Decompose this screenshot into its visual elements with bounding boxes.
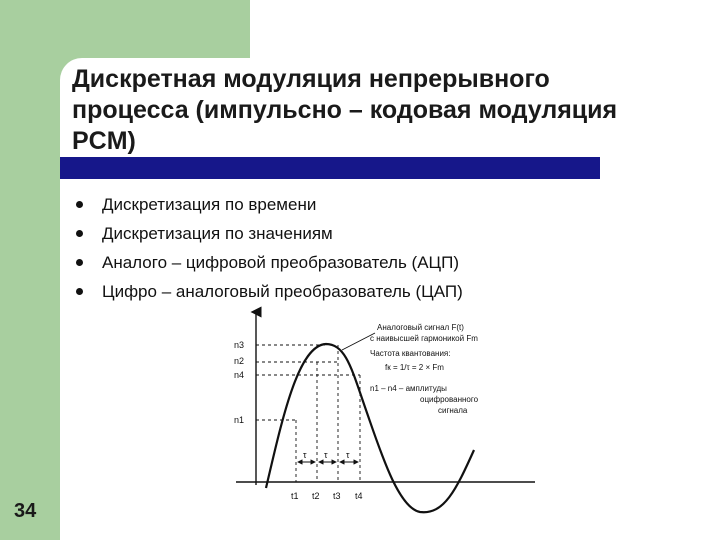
level-label-n2: n2: [234, 356, 245, 366]
interval-label: τ: [303, 450, 307, 460]
slide-title: Дискретная модуляция непрерывного процесса (импульсно – кодовая модуляция PCM): [72, 65, 618, 155]
annotation-amp-line3: сигнала: [438, 406, 468, 415]
bullet-dot-icon: [76, 201, 83, 208]
bullet-item: Дискретизация по времени: [76, 190, 463, 219]
annotation-signal-line1: Аналоговый сигнал F(t): [377, 323, 464, 332]
page-number: 34: [14, 500, 37, 522]
interval-label: τ: [324, 450, 328, 460]
tick-label-t3: t3: [333, 491, 341, 501]
bullet-dot-icon: [76, 259, 83, 266]
annotation-freq-formula: fк = 1/τ = 2 × Fm: [385, 363, 444, 372]
tick-label-t2: t2: [312, 491, 320, 501]
tick-label-t4: t4: [355, 491, 363, 501]
level-label-n3: n3: [234, 340, 245, 350]
bullet-item: Дискретизация по значениям: [76, 219, 463, 248]
bullet-list: [76, 190, 463, 306]
level-label-n1: n1: [234, 415, 245, 425]
annotation-signal-line2: с наивысшей гармоникой Fm: [370, 334, 478, 343]
bullet-item: Аналого – цифровой преобразователь (АЦП): [76, 248, 463, 277]
annotation-amp-line2: оцифрованного: [420, 395, 479, 404]
pcm-diagram: [220, 300, 540, 520]
tick-label-t1: t1: [291, 491, 299, 501]
level-label-n4: n4: [234, 370, 245, 380]
annotation-freq-title: Частота квантования:: [370, 349, 451, 358]
annotation-amp-line1: n1 – n4 – амплитуды: [370, 384, 447, 393]
title-rule: [60, 157, 600, 179]
bullet-dot-icon: [76, 288, 83, 295]
bullet-dot-icon: [76, 230, 83, 237]
bullet-item: Цифро – аналоговый преобразователь (ЦАП): [76, 277, 463, 306]
left-green-band: [0, 0, 60, 540]
interval-label: τ: [346, 450, 350, 460]
